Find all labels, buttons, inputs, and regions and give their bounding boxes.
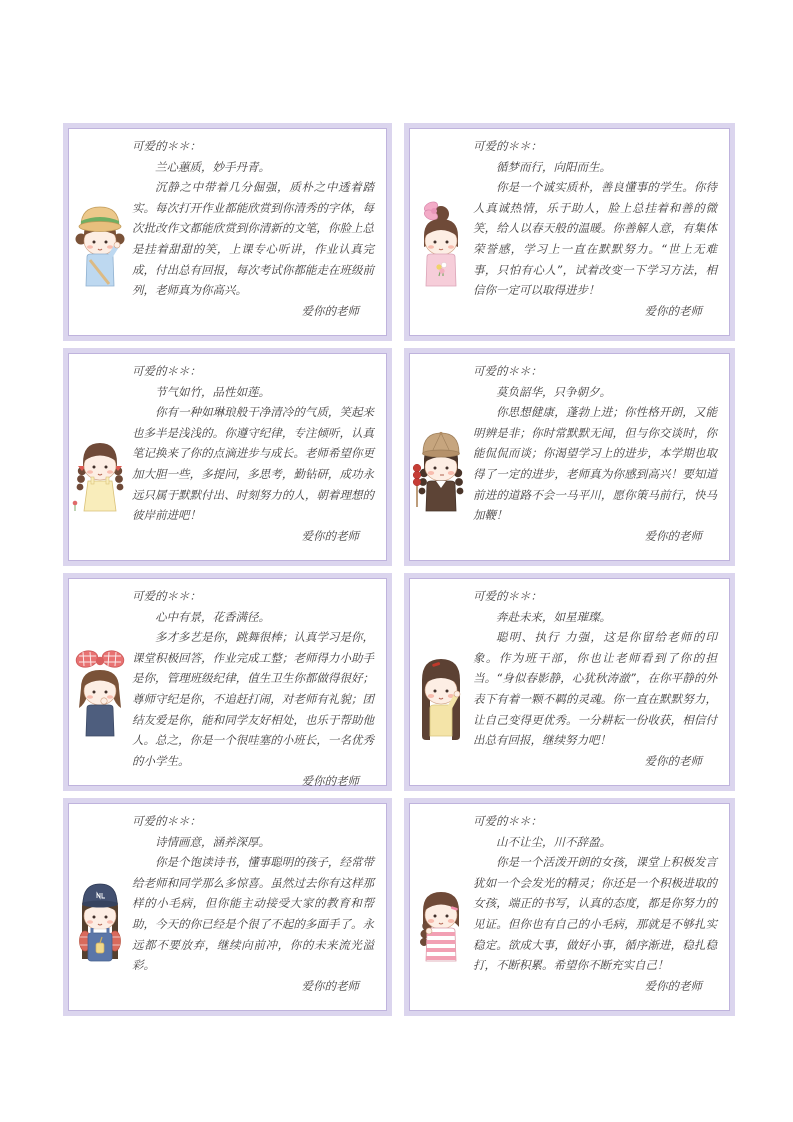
salutation: 可爱的＊＊： (473, 814, 542, 828)
salutation: 可爱的＊＊： (132, 364, 201, 378)
girl-beret-cap-icon (412, 418, 470, 520)
comment-card-3 (63, 348, 392, 566)
girl-twin-braids-icon (71, 418, 129, 520)
girl-side-braid-illustration (412, 868, 470, 970)
comment-body: 聪明、执行 力强，这是你留给老师的印象。作为班干部，你也让老师看到了你的担当。“身似春影静，心犹秋涛澈”，在你平静的外表下有着一颗不羁的灵魂。你一直在默默努力，让自己变得更优秀。一分耕耘一份收获，相信付出总有回报，继续努力吧！ (473, 630, 717, 748)
girl-twin-braids-illustration (71, 418, 129, 520)
comment-card-1 (63, 123, 392, 341)
motto-line: 心中有景，花香满径。 (155, 609, 270, 624)
girl-straw-hat-illustration (71, 193, 129, 295)
salutation: 可爱的＊＊： (473, 364, 542, 378)
girl-pink-bow-illustration (412, 193, 470, 295)
signature: 爱你的老师 (644, 753, 702, 768)
salutation: 可爱的＊＊： (132, 589, 201, 603)
motto-line: 山不让尘，川不辞盈。 (496, 834, 611, 849)
signature: 爱你的老师 (301, 978, 359, 993)
girl-long-hair-icon (412, 643, 470, 745)
girl-beret-cap-illustration (412, 418, 470, 520)
signature: 爱你的老师 (301, 528, 359, 543)
comment-card-8 (404, 798, 735, 1016)
girl-straw-hat-icon (71, 193, 129, 295)
comment-card-5 (63, 573, 392, 791)
girl-long-hair-illustration (412, 643, 470, 745)
comment-body: 你是一个诚实质朴，善良懂事的学生。你待人真诚热情，乐于助人，脸上总挂着和善的微笑，给人以春天般的温暖。你善解人意，有集体荣誉感，学习上一直在默默努力。“世上无难事，只怕有心人”，试着改变一下学习方法，相信你一定可以取得进步！ (473, 180, 717, 298)
girl-navy-cap-icon (71, 868, 129, 970)
girl-gingham-bow-illustration (71, 643, 129, 745)
comment-body: 你是一个活泼开朗的女孩，课堂上积极发言犹如一个会发光的精灵；你还是一个积极进取的女孩，端正的书写，认真的态度，都是你努力的见证。但你也有自己的小毛病，那就是不够扎实稳定。欲成大事，做好小事，循序渐进，稳扎稳打，不断积累。希望你不断充实自己！ (473, 855, 717, 973)
signature: 爱你的老师 (644, 528, 702, 543)
comment-card-7 (63, 798, 392, 1016)
cards-grid (63, 123, 735, 1016)
comment-body: 你思想健康，蓬勃上进；你性格开朗，又能明辨是非；你时常默默无闻，但与你交谈时，你能侃侃而谈；你渴望学习上的进步，本学期也取得了一定的进步，老师真为你感到高兴！要知道前进的道路不会一马平川，愿你策马前行，快马加鞭！ (473, 405, 717, 523)
comment-card-2 (404, 123, 735, 341)
motto-line: 兰心蕙质，妙手丹青。 (155, 159, 270, 174)
signature: 爱你的老师 (644, 978, 702, 993)
motto-line: 莫负韶华，只争朝夕。 (496, 384, 611, 399)
comment-body: 多才多艺是你，跳舞很棒；认真学习是你，课堂积极回答，作业完成工整；老师得力小助手是你，管理班级纪律，值生卫生你都做得很好；尊师守纪是你，不追赶打闹，对老师有礼貌；团结友爱是你，能和同学友好相处，也乐于帮助他人。总之，你是一个很哇塞的小班长，一名优秀的小学生。 (132, 630, 374, 768)
girl-navy-cap-illustration (71, 868, 129, 970)
comment-card-6 (404, 573, 735, 791)
comment-card-4 (404, 348, 735, 566)
signature: 爱你的老师 (301, 303, 359, 318)
comment-body: 你有一种如琳琅般干净清冷的气质，笑起来也多半是浅浅的。你遵守纪律，专注倾听，认真笔记换来了你的点滴进步与成长。老师希望你更加大胆一些，多提问，多思考，勤钻研，成功永远只属于默默付出、时刻努力的人，朝着理想的彼岸前进吧！ (132, 405, 374, 523)
motto-line: 循梦而行，向阳而生。 (496, 159, 611, 174)
motto-line: 奔赴未来，如星璀璨。 (496, 609, 611, 624)
motto-line: 节气如竹，品性如莲。 (155, 384, 270, 399)
comment-body: 你是个饱读诗书，懂事聪明的孩子，经常带给老师和同学那么多惊喜。虽然过去你有这样那样的小毛病，但你能主动接受大家的教育和帮助，今天的你已经是个很了不起的多面手了。永远都不要放弃，继续向前冲，你的未来流光溢彩。 (132, 855, 374, 973)
signature: 爱你的老师 (301, 774, 359, 789)
signature: 爱你的老师 (644, 303, 702, 318)
comment-body: 沉静之中带着几分倔强，质朴之中透着踏实。每次打开作业都能欣赏到你清秀的字体，每次批改作文都能欣赏到你清新的文笔，你脸上总是挂着甜甜的笑，上课专心听讲，作业认真完成，付出总有回报，每次考试你都能走在班级前列，老师真为你高兴。 (132, 180, 374, 298)
salutation: 可爱的＊＊： (473, 139, 542, 153)
girl-pink-bow-icon (412, 193, 470, 295)
salutation: 可爱的＊＊： (132, 814, 201, 828)
girl-side-braid-icon (412, 868, 470, 970)
salutation: 可爱的＊＊： (132, 139, 201, 153)
motto-line: 诗情画意，涵养深厚。 (155, 834, 270, 849)
girl-gingham-bow-icon (71, 643, 129, 745)
salutation: 可爱的＊＊： (473, 589, 542, 603)
